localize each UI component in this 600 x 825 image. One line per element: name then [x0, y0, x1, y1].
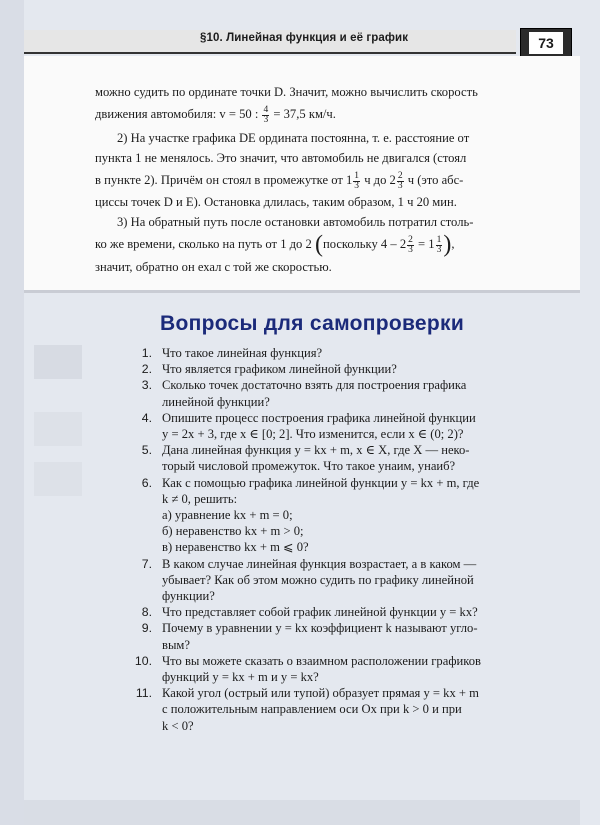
- question-text: с положительным направлением оси Ox при k > 0 и при: [162, 702, 462, 717]
- questions-list: [130, 345, 570, 734]
- text-line-1: можно судить по ординате точки D. Значит, можно вычислить скорость: [95, 85, 478, 99]
- question-text: вым?: [162, 637, 190, 652]
- question-number: 2.: [141, 362, 152, 377]
- text-line-5: [95, 170, 463, 191]
- question-number: 4.: [141, 410, 152, 425]
- text-line-6: циссы точек D и E). Остановка длилась, таким образом, 1 ч 20 мин.: [95, 195, 457, 209]
- fraction: [262, 106, 269, 125]
- question-text: убывает? Как об этом можно судить по графику линейной: [162, 572, 474, 587]
- question-number: 10.: [134, 653, 152, 668]
- question-text: Дана линейная функция y = kx + m, x ∈ X, где X — неко-: [162, 443, 470, 458]
- question-text: торый числовой промежуток. Что такое yнаим, yнаиб?: [162, 459, 456, 474]
- text-line-7: 3) На обратный путь после остановки автомобиль потратил столь-: [117, 215, 474, 229]
- question-text: в) неравенство kx + m ⩽ 0?: [162, 540, 309, 555]
- denominator: 3: [263, 114, 269, 125]
- question-text: Какой угол (острый или тупой) образует прямая y = kx + m: [162, 686, 479, 701]
- question-item: [130, 442, 570, 474]
- question-item: [130, 653, 570, 685]
- page-bottom-edge: [24, 800, 580, 825]
- fraction: [397, 172, 404, 191]
- page-number-box: [520, 28, 572, 58]
- question-text: функции?: [162, 589, 215, 604]
- text-segment: = 37,5 км/ч.: [270, 107, 336, 121]
- question-text: В каком случае линейная функция возрастает, а в каком —: [162, 556, 477, 571]
- question-text: б) неравенство kx + m > 0;: [162, 524, 304, 539]
- question-number: 7.: [141, 556, 152, 571]
- margin-decoration: [34, 345, 82, 379]
- question-number: 5.: [141, 443, 152, 458]
- open-paren: (: [314, 231, 323, 258]
- text-line-9: значит, обратно он ехал с той же скоростью.: [95, 260, 332, 274]
- question-number: 9.: [141, 621, 152, 636]
- text-line-8: ко же времени, сколько на путь от 1 до 2 (поскольку 4 – 2 $\frac{2}{3}$ = 1 $\frac{1}{3}$ ),: [95, 231, 455, 258]
- text-segment: поскольку 4 – 2: [322, 237, 407, 251]
- question-number: 3.: [141, 378, 152, 393]
- question-item: [130, 345, 570, 361]
- question-text: k < 0?: [162, 718, 194, 733]
- denominator: 3: [397, 180, 403, 191]
- question-text: функций y = kx + m и y = kx?: [162, 670, 319, 685]
- numerator: 1: [436, 234, 442, 245]
- denominator: 3: [408, 244, 413, 255]
- question-text: Что такое линейная функция?: [162, 346, 323, 360]
- denominator: 3: [354, 180, 360, 191]
- question-text: Что является графиком линейной функции?: [162, 362, 397, 377]
- denominator: 3: [436, 244, 442, 255]
- running-header-title: §10. Линейная функция и её график: [200, 32, 409, 44]
- text-line-3: 2) На участке графика DE ордината постоянна, т. е. расстояние от: [117, 131, 470, 145]
- section-heading: Вопросы для самопроверки: [160, 312, 465, 335]
- question-text: а) уравнение kx + m = 0;: [162, 508, 293, 523]
- question-number: 11.: [135, 686, 152, 701]
- numerator: 4: [263, 104, 269, 115]
- text-line-4: пункта 1 не менялось. Это значит, что автомобиль не двигался (стоял: [95, 151, 467, 165]
- question-number: 8.: [141, 605, 152, 620]
- text-segment: движения автомобиля: v = 50 :: [95, 107, 262, 121]
- margin-decoration: [34, 412, 82, 446]
- question-item: [130, 604, 570, 620]
- numerator: 2: [408, 234, 413, 245]
- text-segment: в пункте 2). Причём он стоял в промежутке от 1: [95, 173, 353, 187]
- question-item: [130, 410, 570, 442]
- fraction: [353, 172, 360, 191]
- text-segment: ч (это абс-: [404, 173, 464, 187]
- question-text: Что вы можете сказать о взаимном расположении графиков: [162, 653, 481, 668]
- question-number: 1.: [141, 346, 152, 360]
- close-paren: ): [443, 231, 452, 258]
- question-item: [130, 620, 570, 652]
- block-shadow: [24, 290, 580, 293]
- question-text: Почему в уравнении y = kx коэффициент k называют угло-: [162, 621, 478, 636]
- question-text: Как с помощью графика линейной функции y = kx + m, где: [162, 475, 480, 490]
- text-segment: ко же времени, сколько на путь от 1 до 2: [95, 237, 312, 251]
- margin-decoration: [34, 462, 82, 496]
- question-text: Сколько точек достаточно взять для построения графика: [162, 378, 467, 393]
- fraction: [407, 236, 414, 255]
- question-item: [130, 685, 570, 734]
- question-number: 6.: [141, 475, 152, 490]
- question-item: [130, 377, 570, 409]
- numerator: 2: [397, 170, 403, 181]
- text-segment: ч до 2: [361, 173, 396, 187]
- page-margin: [0, 0, 24, 825]
- text-line-2: [95, 104, 336, 125]
- question-item: [130, 361, 570, 377]
- text-segment: = 1: [414, 237, 435, 251]
- question-item: [130, 475, 570, 556]
- question-text: y = 2x + 3, где x ∈ [0; 2]. Что изменится, если x ∈ (0; 2)?: [162, 427, 464, 442]
- question-text: Что представляет собой график линейной функции y = kx?: [162, 605, 478, 620]
- question-text: линейной функции?: [162, 394, 270, 409]
- question-item: [130, 556, 570, 605]
- question-text: Опишите процесс построения графика линейной функции: [162, 410, 476, 425]
- fraction: [436, 236, 443, 255]
- numerator: 1: [354, 170, 360, 181]
- question-text: k ≠ 0, решить:: [162, 491, 238, 506]
- page-number: 73: [529, 32, 563, 54]
